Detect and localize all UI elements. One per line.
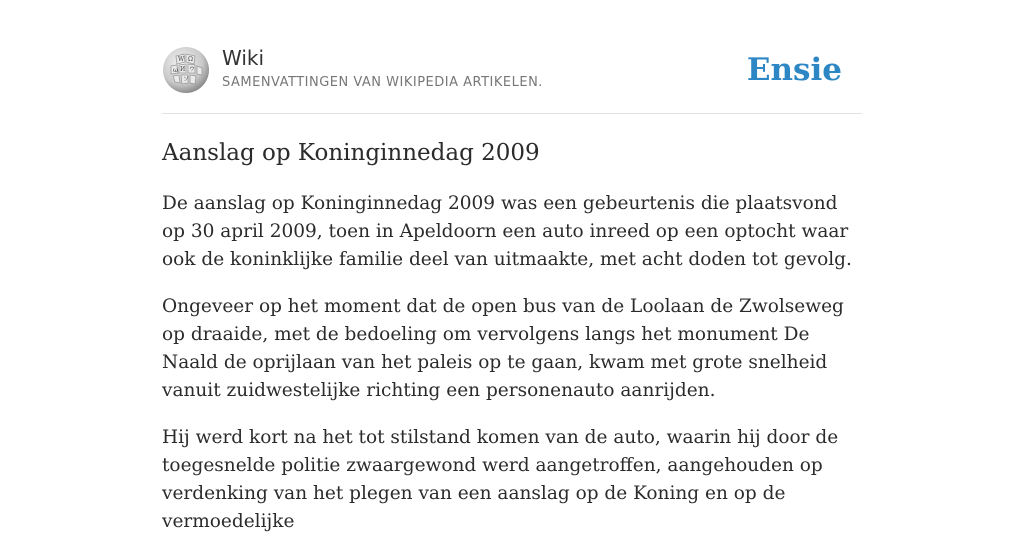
- svg-text:W: W: [178, 56, 185, 63]
- article-paragraph: De aanslag op Koninginnedag 2009 was een gebeurtenis die plaatsvond op 30 april 2009, toen in Apeldoorn een auto inreed op een optocht waar ook de koninklijke familie deel van uitmaakte, met acht doden tot gevolg.: [162, 193, 852, 270]
- site-subtitle: SAMENVATTINGEN VAN WIKIPEDIA ARTIKELEN.: [222, 75, 543, 90]
- svg-text:ソ: ソ: [183, 76, 190, 83]
- svg-text:Ω: Ω: [188, 56, 193, 63]
- article-body: [162, 190, 862, 555]
- svg-text:И: И: [180, 66, 186, 73]
- svg-text:ウ: ウ: [189, 66, 196, 73]
- wikipedia-globe-icon[interactable]: [162, 46, 210, 94]
- svg-text:ω: ω: [173, 67, 178, 74]
- ensie-brand-link[interactable]: Ensie: [746, 52, 842, 88]
- site-header: [162, 46, 862, 96]
- article-paragraph: Hij werd kort na het tot stilstand komen van de auto, waarin hij door de toegesnelde politie zwaargewond werd aangetroffen, aangehouden op verdenking van het plegen van een aanslag op de Koning en op de vermoedelijke: [162, 427, 839, 532]
- article-title: Aanslag op Koninginnedag 2009: [162, 140, 540, 166]
- header-divider: [162, 113, 862, 114]
- article-paragraph: Ongeveer op het moment dat de open bus van de Loolaan de Zwolseweg op draaide, met de bedoeling om vervolgens langs het monument De Naald de oprijlaan van het paleis op te gaan, kwam met grote snelheid vanuit zuidwestelijke richting een personenauto aanrijden.: [162, 296, 844, 401]
- site-title[interactable]: Wiki: [222, 46, 265, 70]
